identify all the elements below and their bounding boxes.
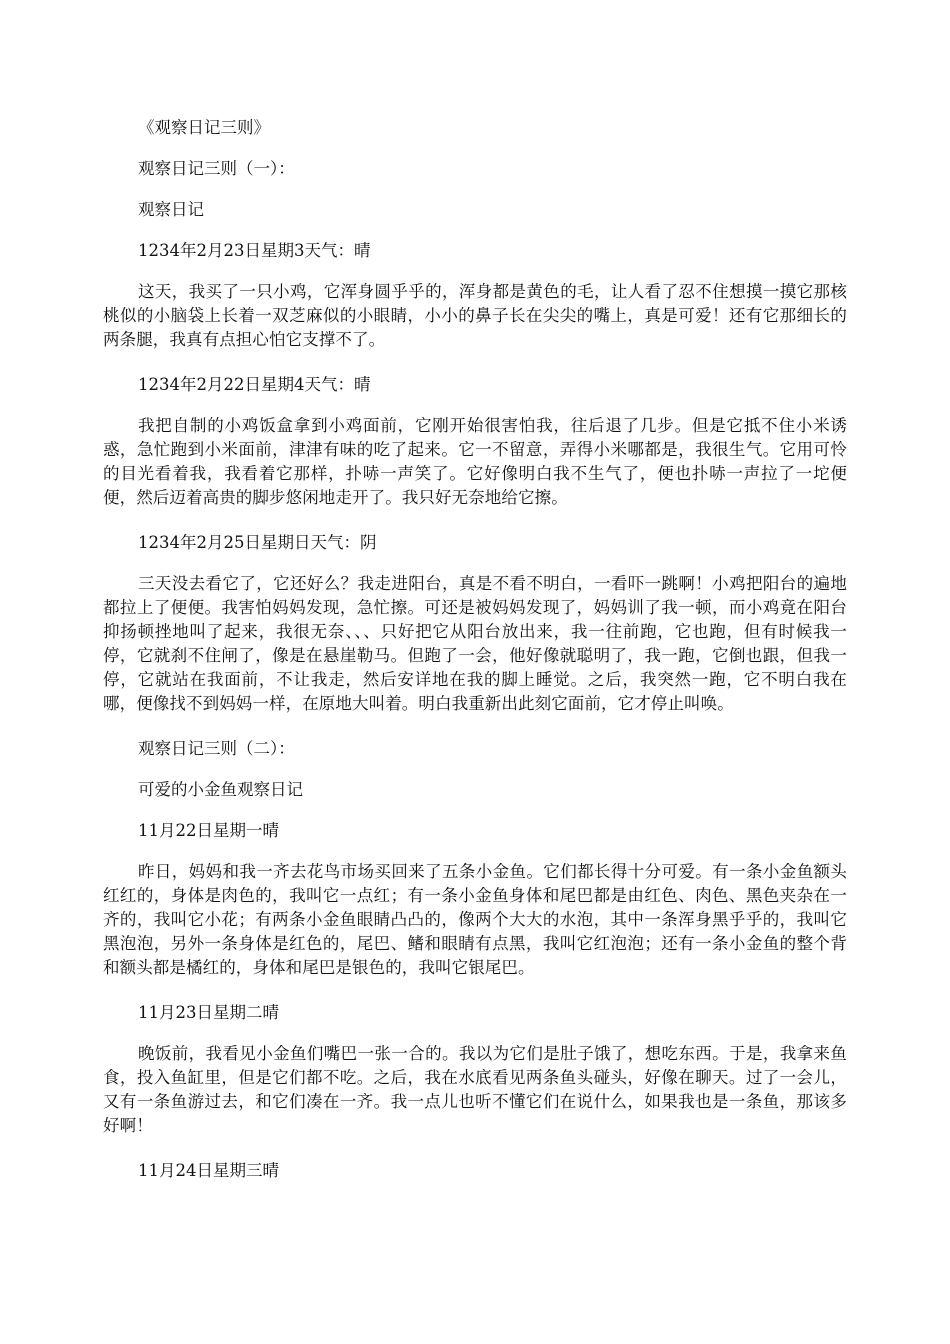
document-body	[103, 116, 847, 1183]
entry-date: 11月22日星期一晴	[138, 821, 279, 840]
entry-date: 11月23日星期二晴	[138, 1003, 279, 1022]
section-heading-2: 观察日记三则（二）：	[138, 739, 295, 758]
section-subtitle-2: 可爱的小金鱼观察日记	[138, 780, 303, 799]
section-subtitle-1: 观察日记	[138, 200, 204, 219]
entry-paragraph: 三天没去看它了，它还好么？我走进阳台，真是不看不明白，一看吓一跳啊！小鸡把阳台的遍地都拉上了便便。我害怕妈妈发现，急忙擦。可还是被妈妈发现了，妈妈训了我一顿，而小鸡竟在阳台抑扬顿挫地叫了起来，我很无奈、、、只好把它从阳台放出来，我一往前跑，它也跑，但有时候我一停，它就刹不住闸了，像是在悬崖勒马。但跑了一会，他好像就聪明了，我一跑，它倒也跟，但我一停，它就站在我面前，不让我走，然后安详地在我的脚上睡觉。之后，我突然一跑，它不明白我在哪，便像找不到妈妈一样，在原地大叫着。明白我重新出此刻它面前，它才停止叫唤。	[103, 574, 847, 713]
document-title: 《观察日记三则》	[138, 118, 270, 137]
entry-date: 1234年2月23日星期3天气：晴	[138, 241, 371, 260]
entry-paragraph: 晚饭前，我看见小金鱼们嘴巴一张一合的。我以为它们是肚子饿了，想吃东西。于是，我拿来鱼食，投入鱼缸里，但是它们都不吃。之后，我在水底看见两条鱼头碰头，好像在聊天。过了一会儿，又有一条鱼游过去，和它们凑在一齐。我一点儿也听不懂它们在说什么，如果我也是一条鱼，那该多好啊！	[103, 1044, 847, 1135]
entry-date: 1234年2月25日星期日天气：阴	[138, 533, 377, 552]
entry-date: 1234年2月22日星期4天气：晴	[138, 375, 371, 394]
entry-paragraph: 昨日，妈妈和我一齐去花鸟市场买回来了五条小金鱼。它们都长得十分可爱。有一条小金鱼额头红红的，身体是肉色的，我叫它一点红；有一条小金鱼身体和尾巴都是由红色、肉色、黑色夹杂在一齐的，我叫它小花；有两条小金鱼眼睛凸凸的，像两个大大的水泡，其中一条浑身黑乎乎的，我叫它黑泡泡，另外一条身体是红色的，尾巴、鳍和眼睛有点黑，我叫它红泡泡；还有一条小金鱼的整个背和额头都是橘红的，身体和尾巴是银色的，我叫它银尾巴。	[103, 862, 847, 977]
section-heading-1: 观察日记三则（一）：	[138, 159, 295, 178]
entry-paragraph: 这天，我买了一只小鸡，它浑身圆乎乎的，浑身都是黄色的毛，让人看了忍不住想摸一摸它那核桃似的小脑袋上长着一双芝麻似的小眼睛，小小的鼻子长在尖尖的嘴上，真是可爱！还有它那细长的两条腿，我真有点担心怕它支撑不了。	[103, 282, 847, 349]
entry-date: 11月24日星期三晴	[138, 1161, 279, 1180]
entry-paragraph: 我把自制的小鸡饭盒拿到小鸡面前，它刚开始很害怕我，往后退了几步。但是它抵不住小米诱惑，急忙跑到小米面前，津津有味的吃了起来。它一不留意，弄得小米哪都是，我很生气。它用可怜的目光看着我，我看着它那样，扑哧一声笑了。它好像明白我不生气了，便也扑哧一声拉了一坨便便，然后迈着高贵的脚步悠闲地走开了。我只好无奈地给它擦。	[103, 416, 847, 507]
